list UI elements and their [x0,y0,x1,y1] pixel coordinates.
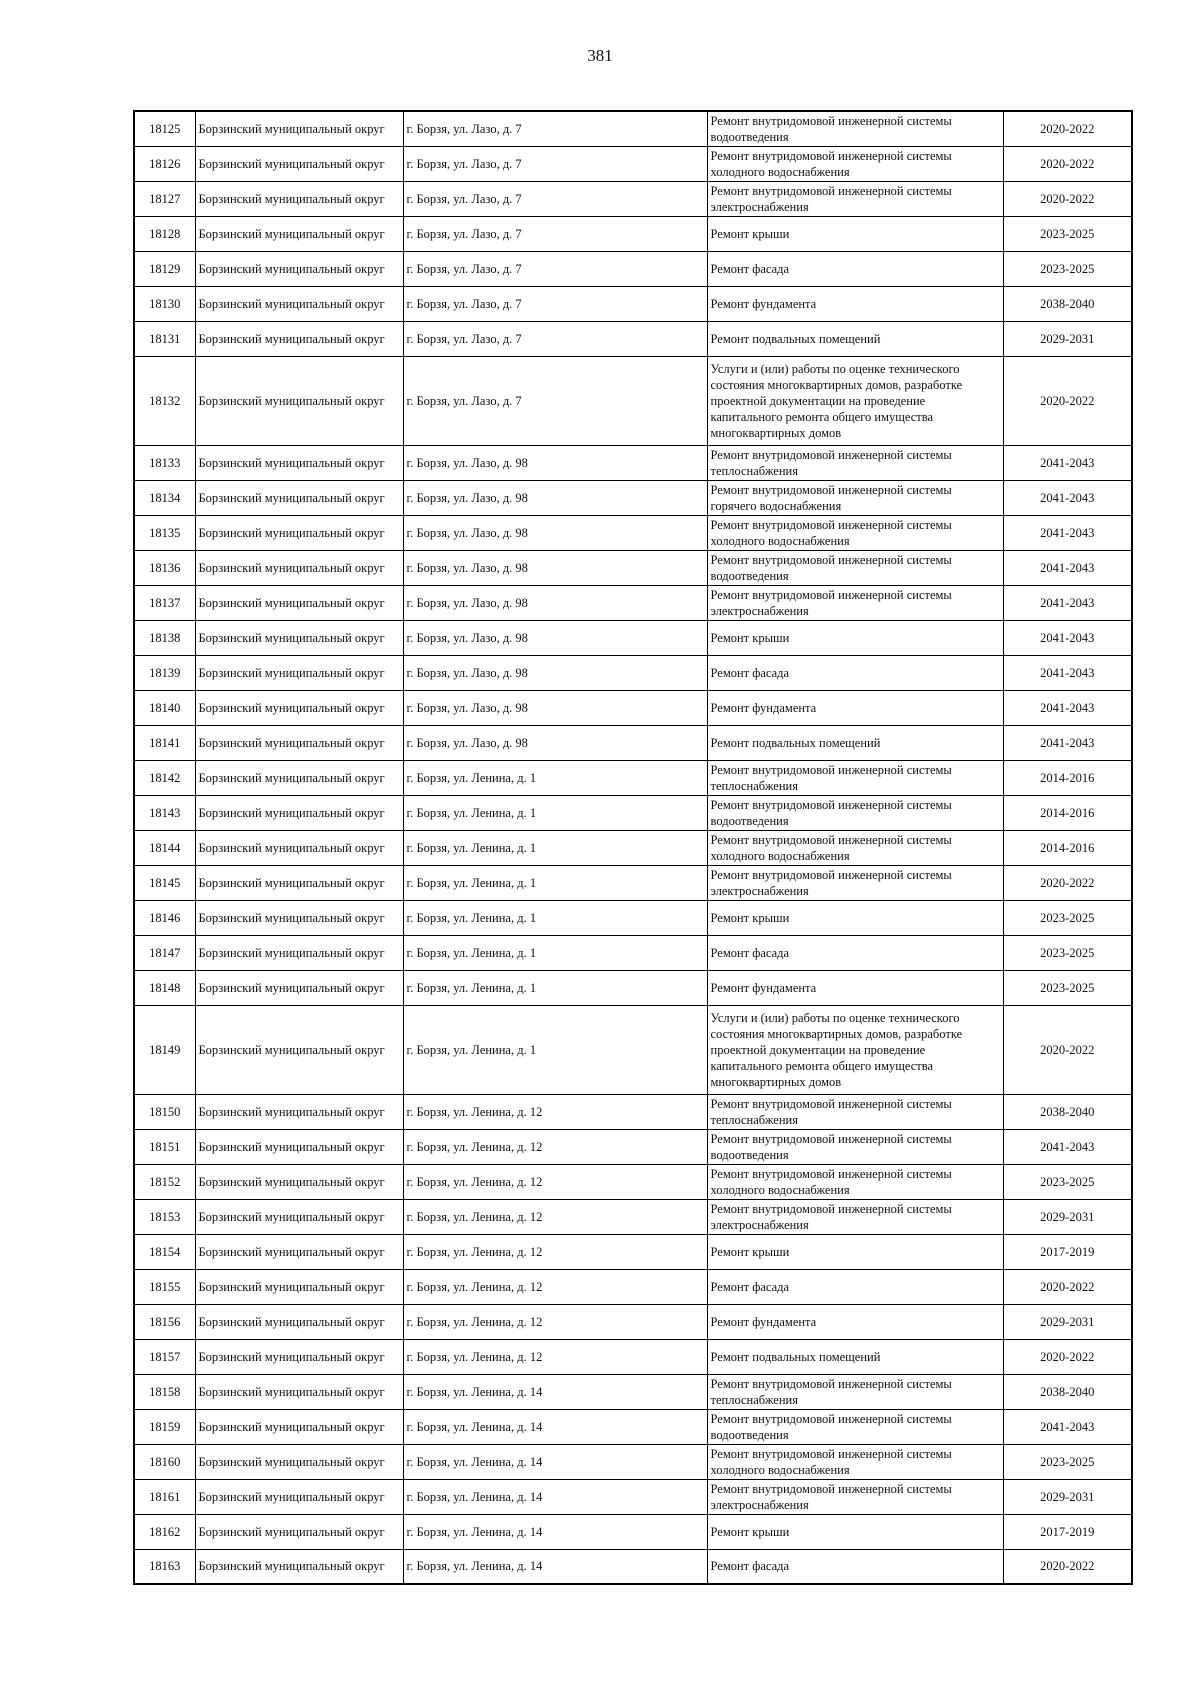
planned-period: 2041-2043 [1003,620,1132,655]
work-type: Ремонт внутридомовой инженерной системы электроснабжения [707,1199,1003,1234]
work-type: Ремонт внутридомовой инженерной системы водоотведения [707,111,1003,146]
work-type: Ремонт фасада [707,251,1003,286]
table-row [134,865,1132,900]
work-type: Ремонт крыши [707,1514,1003,1549]
work-type: Ремонт фундамента [707,1304,1003,1339]
municipal-district: Борзинский муниципальный округ [195,480,403,515]
planned-period: 2041-2043 [1003,690,1132,725]
row-number: 18156 [134,1304,195,1339]
work-type: Ремонт фасада [707,1549,1003,1584]
building-address: г. Борзя, ул. Ленина, д. 12 [403,1234,707,1269]
table-row [134,1005,1132,1094]
building-address: г. Борзя, ул. Ленина, д. 12 [403,1094,707,1129]
municipal-district: Борзинский муниципальный округ [195,286,403,321]
planned-period: 2020-2022 [1003,1269,1132,1304]
municipal-district: Борзинский муниципальный округ [195,830,403,865]
repair-schedule-table [133,110,1133,1585]
planned-period: 2023-2025 [1003,970,1132,1005]
table-row [134,1304,1132,1339]
table-row [134,795,1132,830]
municipal-district: Борзинский муниципальный округ [195,900,403,935]
planned-period: 2020-2022 [1003,356,1132,445]
table-row [134,1094,1132,1129]
municipal-district: Борзинский муниципальный округ [195,1199,403,1234]
work-type: Услуги и (или) работы по оценке технического состояния многоквартирных домов, разработке проектной документации на проведение капитального ремонта общего имущества многоквартирных домов [707,356,1003,445]
row-number: 18135 [134,515,195,550]
row-number: 18144 [134,830,195,865]
planned-period: 2023-2025 [1003,900,1132,935]
table-row [134,725,1132,760]
planned-period: 2041-2043 [1003,655,1132,690]
row-number: 18128 [134,216,195,251]
municipal-district: Борзинский муниципальный округ [195,1374,403,1409]
planned-period: 2023-2025 [1003,1164,1132,1199]
municipal-district: Борзинский муниципальный округ [195,216,403,251]
municipal-district: Борзинский муниципальный округ [195,585,403,620]
building-address: г. Борзя, ул. Лазо, д. 98 [403,550,707,585]
planned-period: 2038-2040 [1003,1374,1132,1409]
building-address: г. Борзя, ул. Ленина, д. 14 [403,1444,707,1479]
building-address: г. Борзя, ул. Лазо, д. 7 [403,146,707,181]
planned-period: 2020-2022 [1003,111,1132,146]
row-number: 18150 [134,1094,195,1129]
work-type: Ремонт подвальных помещений [707,725,1003,760]
row-number: 18163 [134,1549,195,1584]
work-type: Ремонт фасада [707,1269,1003,1304]
planned-period: 2017-2019 [1003,1234,1132,1269]
planned-period: 2017-2019 [1003,1514,1132,1549]
municipal-district: Борзинский муниципальный округ [195,1444,403,1479]
building-address: г. Борзя, ул. Лазо, д. 7 [403,216,707,251]
work-type: Ремонт внутридомовой инженерной системы теплоснабжения [707,1374,1003,1409]
planned-period: 2020-2022 [1003,1339,1132,1374]
planned-period: 2041-2043 [1003,1409,1132,1444]
municipal-district: Борзинский муниципальный округ [195,1269,403,1304]
row-number: 18157 [134,1339,195,1374]
building-address: г. Борзя, ул. Ленина, д. 12 [403,1304,707,1339]
work-type: Ремонт внутридомовой инженерной системы водоотведения [707,1129,1003,1164]
row-number: 18137 [134,585,195,620]
planned-period: 2029-2031 [1003,1304,1132,1339]
work-type: Ремонт внутридомовой инженерной системы холодного водоснабжения [707,515,1003,550]
table-row [134,1374,1132,1409]
row-number: 18125 [134,111,195,146]
building-address: г. Борзя, ул. Лазо, д. 98 [403,620,707,655]
work-type: Ремонт внутридомовой инженерной системы теплоснабжения [707,760,1003,795]
building-address: г. Борзя, ул. Лазо, д. 98 [403,480,707,515]
row-number: 18129 [134,251,195,286]
row-number: 18147 [134,935,195,970]
building-address: г. Борзя, ул. Лазо, д. 7 [403,251,707,286]
page-number: 381 [587,46,613,65]
building-address: г. Борзя, ул. Ленина, д. 14 [403,1549,707,1584]
table-row [134,1549,1132,1584]
work-type: Услуги и (или) работы по оценке технического состояния многоквартирных домов, разработке проектной документации на проведение капитального ремонта общего имущества многоквартирных домов [707,1005,1003,1094]
planned-period: 2038-2040 [1003,286,1132,321]
municipal-district: Борзинский муниципальный округ [195,760,403,795]
table-row [134,1479,1132,1514]
work-type: Ремонт внутридомовой инженерной системы водоотведения [707,1409,1003,1444]
table-row [134,690,1132,725]
row-number: 18142 [134,760,195,795]
row-number: 18131 [134,321,195,356]
table-row [134,900,1132,935]
table-row [134,585,1132,620]
municipal-district: Борзинский муниципальный округ [195,321,403,356]
building-address: г. Борзя, ул. Ленина, д. 1 [403,970,707,1005]
work-type: Ремонт крыши [707,216,1003,251]
building-address: г. Борзя, ул. Ленина, д. 1 [403,900,707,935]
row-number: 18149 [134,1005,195,1094]
table-row [134,935,1132,970]
work-type: Ремонт крыши [707,620,1003,655]
work-type: Ремонт внутридомовой инженерной системы электроснабжения [707,865,1003,900]
table-row [134,655,1132,690]
municipal-district: Борзинский муниципальный округ [195,111,403,146]
municipal-district: Борзинский муниципальный округ [195,795,403,830]
planned-period: 2014-2016 [1003,795,1132,830]
planned-period: 2014-2016 [1003,760,1132,795]
planned-period: 2041-2043 [1003,445,1132,480]
building-address: г. Борзя, ул. Ленина, д. 1 [403,935,707,970]
municipal-district: Борзинский муниципальный округ [195,655,403,690]
table-row [134,356,1132,445]
planned-period: 2014-2016 [1003,830,1132,865]
planned-period: 2029-2031 [1003,321,1132,356]
municipal-district: Борзинский муниципальный округ [195,251,403,286]
building-address: г. Борзя, ул. Лазо, д. 98 [403,655,707,690]
table-body [134,111,1132,1584]
table-row [134,1199,1132,1234]
row-number: 18143 [134,795,195,830]
row-number: 18152 [134,1164,195,1199]
table-row [134,111,1132,146]
planned-period: 2020-2022 [1003,146,1132,181]
building-address: г. Борзя, ул. Лазо, д. 98 [403,725,707,760]
municipal-district: Борзинский муниципальный округ [195,1409,403,1444]
municipal-district: Борзинский муниципальный округ [195,146,403,181]
table-row [134,181,1132,216]
building-address: г. Борзя, ул. Ленина, д. 1 [403,1005,707,1094]
work-type: Ремонт внутридомовой инженерной системы холодного водоснабжения [707,1444,1003,1479]
work-type: Ремонт крыши [707,900,1003,935]
work-type: Ремонт внутридомовой инженерной системы теплоснабжения [707,445,1003,480]
row-number: 18162 [134,1514,195,1549]
table-row [134,1409,1132,1444]
table-row [134,146,1132,181]
table-row [134,321,1132,356]
table-row [134,1164,1132,1199]
building-address: г. Борзя, ул. Лазо, д. 98 [403,585,707,620]
row-number: 18127 [134,181,195,216]
planned-period: 2029-2031 [1003,1479,1132,1514]
building-address: г. Борзя, ул. Ленина, д. 14 [403,1409,707,1444]
row-number: 18126 [134,146,195,181]
planned-period: 2041-2043 [1003,515,1132,550]
work-type: Ремонт внутридомовой инженерной системы электроснабжения [707,1479,1003,1514]
work-type: Ремонт внутридомовой инженерной системы холодного водоснабжения [707,146,1003,181]
work-type: Ремонт внутридомовой инженерной системы горячего водоснабжения [707,480,1003,515]
planned-period: 2020-2022 [1003,181,1132,216]
municipal-district: Борзинский муниципальный округ [195,935,403,970]
building-address: г. Борзя, ул. Лазо, д. 7 [403,181,707,216]
row-number: 18153 [134,1199,195,1234]
table-row [134,830,1132,865]
work-type: Ремонт подвальных помещений [707,321,1003,356]
planned-period: 2041-2043 [1003,585,1132,620]
municipal-district: Борзинский муниципальный округ [195,725,403,760]
planned-period: 2023-2025 [1003,1444,1132,1479]
building-address: г. Борзя, ул. Ленина, д. 1 [403,830,707,865]
building-address: г. Борзя, ул. Ленина, д. 14 [403,1479,707,1514]
planned-period: 2020-2022 [1003,1005,1132,1094]
table-row [134,216,1132,251]
table-row [134,445,1132,480]
planned-period: 2023-2025 [1003,251,1132,286]
table-row [134,286,1132,321]
work-type: Ремонт фундамента [707,286,1003,321]
planned-period: 2023-2025 [1003,216,1132,251]
row-number: 18130 [134,286,195,321]
row-number: 18134 [134,480,195,515]
municipal-district: Борзинский муниципальный округ [195,1479,403,1514]
planned-period: 2041-2043 [1003,725,1132,760]
row-number: 18155 [134,1269,195,1304]
table-row [134,1444,1132,1479]
building-address: г. Борзя, ул. Ленина, д. 12 [403,1129,707,1164]
building-address: г. Борзя, ул. Ленина, д. 1 [403,865,707,900]
municipal-district: Борзинский муниципальный округ [195,865,403,900]
row-number: 18159 [134,1409,195,1444]
municipal-district: Борзинский муниципальный округ [195,1129,403,1164]
row-number: 18161 [134,1479,195,1514]
work-type: Ремонт внутридомовой инженерной системы теплоснабжения [707,1094,1003,1129]
row-number: 18158 [134,1374,195,1409]
municipal-district: Борзинский муниципальный округ [195,515,403,550]
municipal-district: Борзинский муниципальный округ [195,1164,403,1199]
municipal-district: Борзинский муниципальный округ [195,1234,403,1269]
planned-period: 2038-2040 [1003,1094,1132,1129]
work-type: Ремонт внутридомовой инженерной системы водоотведения [707,550,1003,585]
row-number: 18141 [134,725,195,760]
table-row [134,515,1132,550]
row-number: 18138 [134,620,195,655]
municipal-district: Борзинский муниципальный округ [195,1304,403,1339]
building-address: г. Борзя, ул. Ленина, д. 14 [403,1374,707,1409]
work-type: Ремонт внутридомовой инженерной системы электроснабжения [707,585,1003,620]
row-number: 18148 [134,970,195,1005]
row-number: 18145 [134,865,195,900]
row-number: 18154 [134,1234,195,1269]
municipal-district: Борзинский муниципальный округ [195,1005,403,1094]
building-address: г. Борзя, ул. Лазо, д. 98 [403,690,707,725]
building-address: г. Борзя, ул. Лазо, д. 7 [403,111,707,146]
table-row [134,620,1132,655]
municipal-district: Борзинский муниципальный округ [195,690,403,725]
work-type: Ремонт внутридомовой инженерной системы холодного водоснабжения [707,1164,1003,1199]
row-number: 18160 [134,1444,195,1479]
building-address: г. Борзя, ул. Лазо, д. 98 [403,515,707,550]
municipal-district: Борзинский муниципальный округ [195,970,403,1005]
building-address: г. Борзя, ул. Ленина, д. 1 [403,795,707,830]
row-number: 18139 [134,655,195,690]
table-row [134,550,1132,585]
work-type: Ремонт крыши [707,1234,1003,1269]
building-address: г. Борзя, ул. Лазо, д. 7 [403,321,707,356]
row-number: 18136 [134,550,195,585]
work-type: Ремонт фасада [707,935,1003,970]
row-number: 18133 [134,445,195,480]
building-address: г. Борзя, ул. Ленина, д. 12 [403,1339,707,1374]
table-row [134,1129,1132,1164]
planned-period: 2041-2043 [1003,1129,1132,1164]
row-number: 18132 [134,356,195,445]
table-row [134,480,1132,515]
building-address: г. Борзя, ул. Ленина, д. 14 [403,1514,707,1549]
municipal-district: Борзинский муниципальный округ [195,356,403,445]
work-type: Ремонт фасада [707,655,1003,690]
row-number: 18146 [134,900,195,935]
work-type: Ремонт фундамента [707,970,1003,1005]
row-number: 18140 [134,690,195,725]
table-row [134,760,1132,795]
municipal-district: Борзинский муниципальный округ [195,1339,403,1374]
building-address: г. Борзя, ул. Ленина, д. 12 [403,1199,707,1234]
work-type: Ремонт внутридомовой инженерной системы водоотведения [707,795,1003,830]
municipal-district: Борзинский муниципальный округ [195,620,403,655]
municipal-district: Борзинский муниципальный округ [195,550,403,585]
building-address: г. Борзя, ул. Лазо, д. 7 [403,356,707,445]
planned-period: 2020-2022 [1003,865,1132,900]
table-row [134,1234,1132,1269]
planned-period: 2020-2022 [1003,1549,1132,1584]
work-type: Ремонт подвальных помещений [707,1339,1003,1374]
building-address: г. Борзя, ул. Ленина, д. 1 [403,760,707,795]
planned-period: 2041-2043 [1003,480,1132,515]
work-type: Ремонт внутридомовой инженерной системы холодного водоснабжения [707,830,1003,865]
row-number: 18151 [134,1129,195,1164]
building-address: г. Борзя, ул. Лазо, д. 7 [403,286,707,321]
building-address: г. Борзя, ул. Ленина, д. 12 [403,1164,707,1199]
planned-period: 2029-2031 [1003,1199,1132,1234]
work-type: Ремонт фундамента [707,690,1003,725]
building-address: г. Борзя, ул. Лазо, д. 98 [403,445,707,480]
municipal-district: Борзинский муниципальный округ [195,1094,403,1129]
municipal-district: Борзинский муниципальный округ [195,1514,403,1549]
table-row [134,1339,1132,1374]
municipal-district: Борзинский муниципальный округ [195,181,403,216]
planned-period: 2023-2025 [1003,935,1132,970]
building-address: г. Борзя, ул. Ленина, д. 12 [403,1269,707,1304]
table-row [134,1514,1132,1549]
work-type: Ремонт внутридомовой инженерной системы электроснабжения [707,181,1003,216]
table-row [134,251,1132,286]
table-row [134,970,1132,1005]
municipal-district: Борзинский муниципальный округ [195,445,403,480]
table-row [134,1269,1132,1304]
municipal-district: Борзинский муниципальный округ [195,1549,403,1584]
planned-period: 2041-2043 [1003,550,1132,585]
